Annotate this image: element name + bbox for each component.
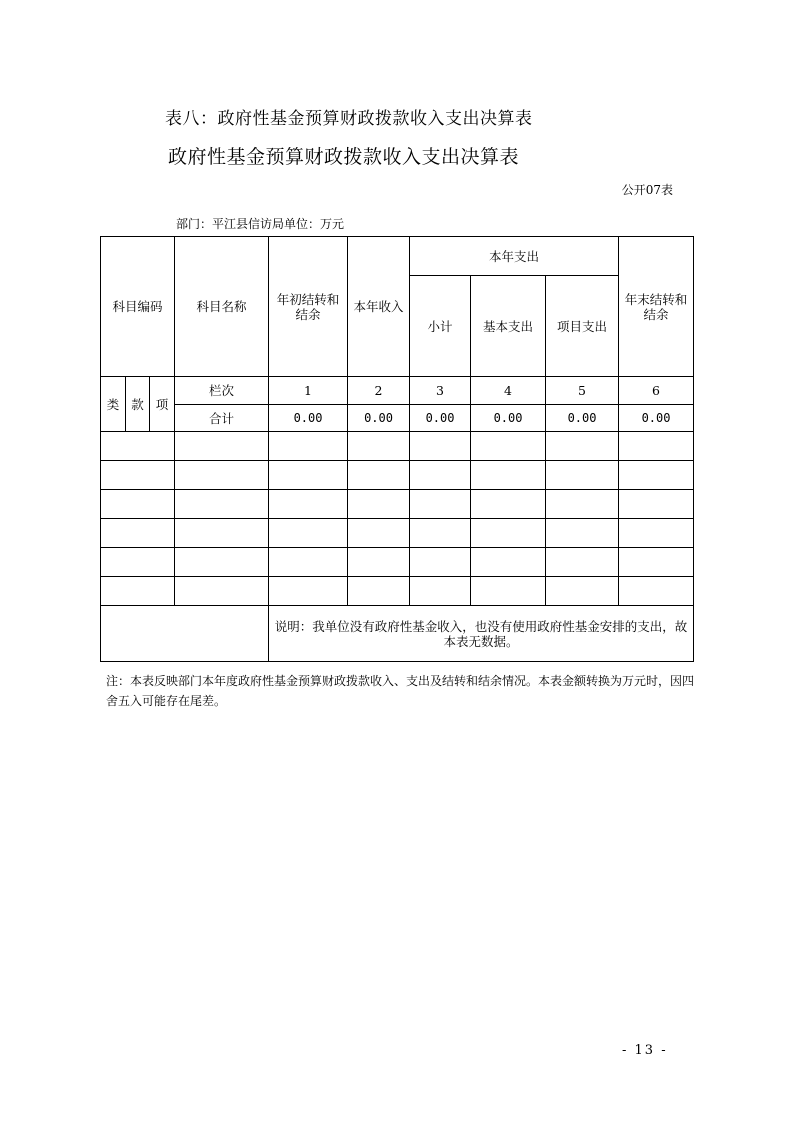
form-code: 公开07表 bbox=[621, 183, 673, 197]
empty-cell bbox=[471, 548, 546, 577]
empty-cell bbox=[101, 577, 175, 606]
empty-cell bbox=[348, 548, 410, 577]
total-value: 0.00 bbox=[471, 405, 546, 432]
empty-cell bbox=[269, 461, 348, 490]
empty-cell bbox=[471, 577, 546, 606]
header-subject-name: 科目名称 bbox=[175, 237, 269, 377]
empty-cell bbox=[101, 548, 175, 577]
empty-cell bbox=[101, 606, 269, 662]
empty-cell bbox=[175, 461, 269, 490]
empty-row bbox=[101, 490, 694, 519]
empty-cell bbox=[619, 577, 694, 606]
empty-cell bbox=[619, 432, 694, 461]
column-number: 3 bbox=[410, 377, 471, 405]
column-number: 4 bbox=[471, 377, 546, 405]
empty-cell bbox=[410, 490, 471, 519]
header-project-expense: 项目支出 bbox=[546, 276, 619, 377]
table-title: 政府性基金预算财政拨款收入支出决算表 bbox=[168, 146, 520, 168]
column-number: 2 bbox=[348, 377, 410, 405]
header-row-1 bbox=[101, 237, 694, 276]
empty-cell bbox=[619, 490, 694, 519]
empty-cell bbox=[471, 432, 546, 461]
empty-cell bbox=[619, 519, 694, 548]
footnote: 注：本表反映部门本年度政府性基金预算财政拨款收入、支出及结转和结余情况。本表金额转换为万元时，因四舍五入可能存在尾差。 bbox=[106, 674, 695, 708]
empty-cell bbox=[546, 490, 619, 519]
empty-cell bbox=[269, 490, 348, 519]
header-current-income: 本年收入 bbox=[348, 237, 410, 377]
column-number: 5 bbox=[546, 377, 619, 405]
column-number: 1 bbox=[269, 377, 348, 405]
header-current-expense: 本年支出 bbox=[410, 237, 619, 276]
column-number: 6 bbox=[619, 377, 694, 405]
code-part-section: 款 bbox=[126, 377, 150, 432]
empty-cell bbox=[410, 519, 471, 548]
empty-row bbox=[101, 548, 694, 577]
empty-cell bbox=[546, 548, 619, 577]
total-value: 0.00 bbox=[410, 405, 471, 432]
total-label: 合计 bbox=[175, 405, 269, 432]
code-part-item: 项 bbox=[150, 377, 175, 432]
department-unit-line: 部门：平江县信访局单位：万元 bbox=[176, 217, 345, 231]
empty-cell bbox=[101, 432, 175, 461]
empty-cell bbox=[546, 432, 619, 461]
empty-cell bbox=[410, 432, 471, 461]
empty-cell bbox=[101, 461, 175, 490]
empty-cell bbox=[348, 432, 410, 461]
header-subtotal: 小计 bbox=[410, 276, 471, 377]
budget-table bbox=[100, 236, 694, 662]
code-part-category: 类 bbox=[101, 377, 126, 432]
row-label-column-number: 栏次 bbox=[175, 377, 269, 405]
empty-cell bbox=[471, 490, 546, 519]
empty-cell bbox=[471, 519, 546, 548]
empty-cell bbox=[269, 519, 348, 548]
empty-cell bbox=[348, 577, 410, 606]
empty-cell bbox=[546, 461, 619, 490]
empty-cell bbox=[546, 519, 619, 548]
empty-row bbox=[101, 577, 694, 606]
total-value: 0.00 bbox=[619, 405, 694, 432]
column-number-row bbox=[101, 377, 694, 405]
empty-cell bbox=[546, 577, 619, 606]
empty-cell bbox=[348, 490, 410, 519]
total-row bbox=[101, 405, 694, 432]
empty-cell bbox=[619, 548, 694, 577]
header-subject-code: 科目编码 bbox=[101, 237, 175, 377]
empty-cell bbox=[175, 490, 269, 519]
empty-row bbox=[101, 519, 694, 548]
empty-cell bbox=[348, 461, 410, 490]
empty-cell bbox=[175, 548, 269, 577]
empty-row bbox=[101, 432, 694, 461]
page-number: - 13 - bbox=[622, 1043, 668, 1058]
empty-cell bbox=[269, 432, 348, 461]
header-beginning-balance: 年初结转和结余 bbox=[269, 237, 348, 377]
header-basic-expense: 基本支出 bbox=[471, 276, 546, 377]
section-title: 表八：政府性基金预算财政拨款收入支出决算表 bbox=[165, 109, 533, 129]
table-note: 说明：我单位没有政府性基金收入，也没有使用政府性基金安排的支出，故本表无数据。 bbox=[269, 606, 694, 662]
note-row bbox=[101, 606, 694, 662]
empty-row bbox=[101, 461, 694, 490]
empty-cell bbox=[410, 577, 471, 606]
empty-cell bbox=[269, 548, 348, 577]
empty-cell bbox=[348, 519, 410, 548]
empty-cell bbox=[175, 432, 269, 461]
empty-cell bbox=[101, 519, 175, 548]
empty-cell bbox=[175, 519, 269, 548]
total-value: 0.00 bbox=[546, 405, 619, 432]
empty-cell bbox=[175, 577, 269, 606]
header-ending-balance: 年末结转和结余 bbox=[619, 237, 694, 377]
empty-cell bbox=[471, 461, 546, 490]
empty-cell bbox=[410, 548, 471, 577]
empty-cell bbox=[410, 461, 471, 490]
empty-cell bbox=[619, 461, 694, 490]
empty-cell bbox=[269, 577, 348, 606]
total-value: 0.00 bbox=[269, 405, 348, 432]
empty-cell bbox=[101, 490, 175, 519]
total-value: 0.00 bbox=[348, 405, 410, 432]
